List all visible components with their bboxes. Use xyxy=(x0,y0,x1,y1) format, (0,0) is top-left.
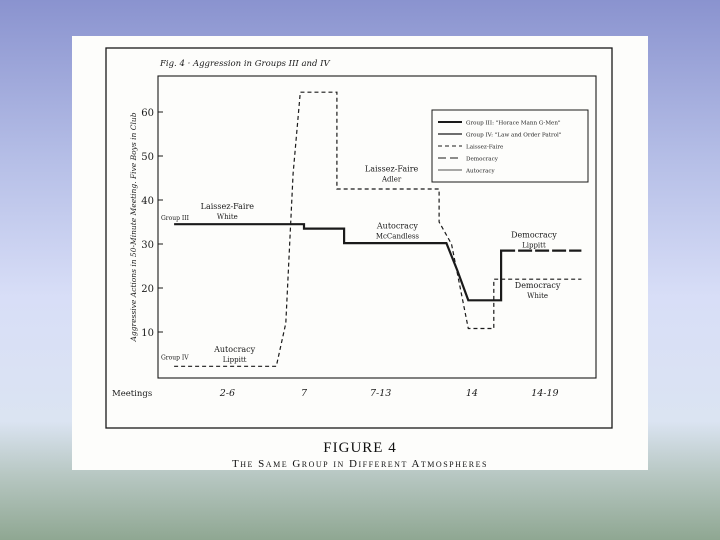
legend xyxy=(432,110,588,182)
figure-caption-title: FIGURE 4 xyxy=(323,440,397,456)
legend-label: Democracy xyxy=(466,156,498,163)
annotation-sublabel: Lippitt xyxy=(222,356,247,365)
y-tick-label: 30 xyxy=(141,240,154,251)
x-axis-label: Meetings xyxy=(112,389,153,399)
annotation-label: Laissez-Faire xyxy=(364,164,419,174)
annotation-label: Democracy xyxy=(511,230,557,240)
line-chart xyxy=(72,36,648,470)
annotation-label: Democracy xyxy=(514,281,561,290)
x-tick-label: 7 xyxy=(300,388,308,399)
annotation-label: Autocracy xyxy=(214,345,256,355)
figure-caption-subtitle: The Same Group in Different Atmospheres xyxy=(232,458,488,470)
x-tick-label: 14 xyxy=(465,388,478,399)
annotation-sublabel: Lippitt xyxy=(522,241,546,250)
y-axis-label: Aggressive Actions in 50-Minute Meeting. Five Boys in Club xyxy=(129,112,138,342)
legend-label: Group IV: "Law and Order Patrol" xyxy=(466,132,562,139)
x-tick-label: 2-6 xyxy=(219,388,236,399)
group-label: Group IV xyxy=(161,354,189,362)
x-tick-label: 14-19 xyxy=(531,388,559,399)
y-tick-label: 40 xyxy=(141,196,154,207)
y-tick-label: 60 xyxy=(141,108,154,119)
chart-title: Fig. 4 · Aggression in Groups III and IV xyxy=(160,59,330,69)
annotation-sublabel: White xyxy=(216,212,238,221)
legend-label: Group III: "Horace Mann G-Men" xyxy=(466,120,561,127)
y-tick-label: 50 xyxy=(141,152,154,163)
figure-scan xyxy=(72,36,648,470)
group-label: Group III xyxy=(161,215,189,223)
legend-label: Laissez-Faire xyxy=(466,144,504,151)
annotation-label: Laissez-Faire xyxy=(200,201,255,211)
y-tick-label: 20 xyxy=(141,284,154,295)
y-tick-label: 10 xyxy=(141,328,154,339)
legend-label: Autocracy xyxy=(466,168,495,175)
annotation-label: Autocracy xyxy=(376,221,418,231)
annotation-sublabel: Adler xyxy=(381,175,402,184)
x-tick-label: 7-13 xyxy=(369,388,392,399)
annotation-sublabel: White xyxy=(527,292,549,300)
annotation-sublabel: McCandless xyxy=(375,232,420,241)
